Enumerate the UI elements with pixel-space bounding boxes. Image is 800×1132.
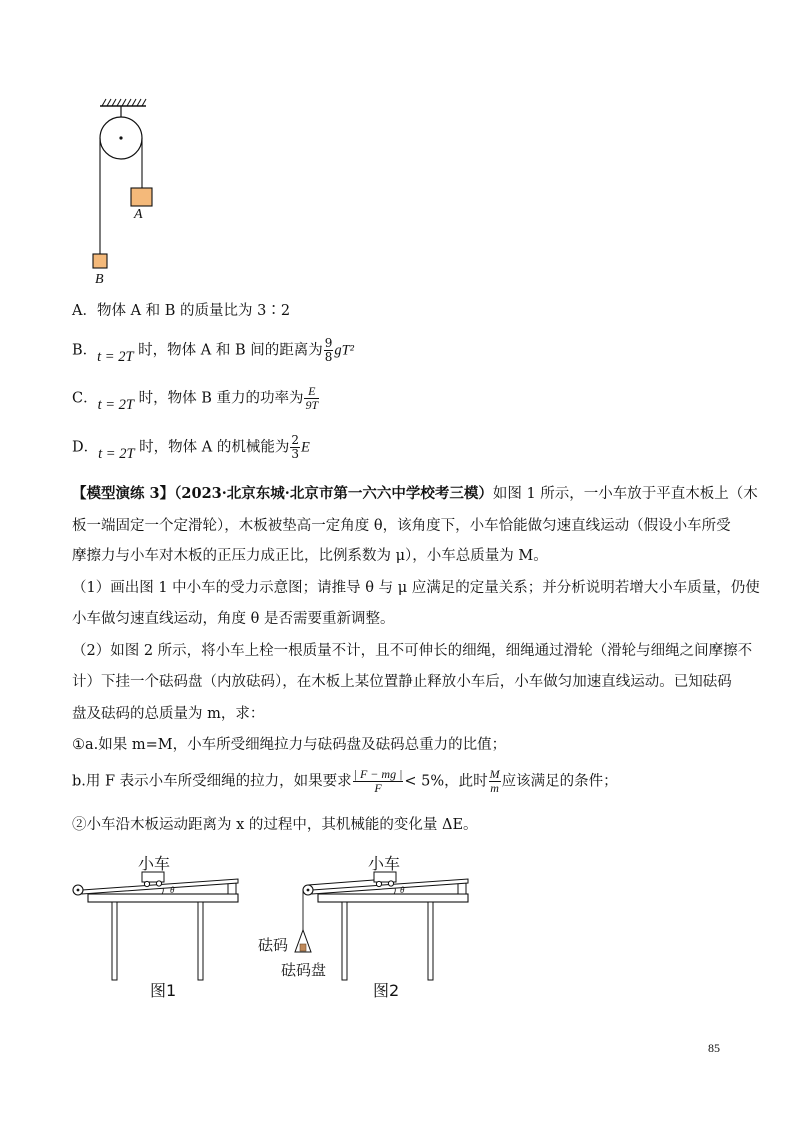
problem-heading: 【模型演练 3】（2023·北京东城·北京市第一六六中学校考三模） xyxy=(72,485,493,502)
question-2-line-1: （2）如图 2 所示，将小车上栓一根质量不计，且不可伸长的细绳，细绳通过滑轮（滑轮与细绳之间摩擦不 xyxy=(72,643,753,659)
weight-block xyxy=(300,944,306,951)
figure-2-angle-label: θ xyxy=(400,885,405,895)
figure-2-caption: 图2 xyxy=(373,981,400,1000)
table-leg-left xyxy=(342,902,347,980)
label-b: B xyxy=(95,272,104,287)
table-leg-left xyxy=(112,902,117,980)
label-a: A xyxy=(134,207,143,222)
figure-1-caption: 图1 xyxy=(150,981,177,1000)
question-1-line-1: （1）画出图 1 中小车的受力示意图；请推导 θ 与 μ 应满足的定量关系；并分析说明若增大小车质量，仍使 xyxy=(72,580,760,596)
table-leg-right xyxy=(198,902,203,980)
figure-2-weight-label: 砝码 xyxy=(258,936,289,954)
option-d: D．t = 2T 时，物体 A 的机械能为 $\frac{2}{3}$ E xyxy=(72,433,310,462)
pulley-diagram xyxy=(88,96,158,288)
page-number: 85 xyxy=(708,1041,720,1055)
string-horizontal xyxy=(308,880,374,885)
problem-line-1: 【模型演练 3】（2023·北京东城·北京市第一六六中学校考三模）如图 1 所示，一小车放于平直木板上（木 xyxy=(72,485,758,502)
block-b xyxy=(93,254,107,268)
question-2-line-2: 计）下挂一个砝码盘（内放砝码），在木板上某位置静止释放小车后，小车做匀加速直线运动。已知砝码 xyxy=(72,674,732,690)
table-leg-right xyxy=(428,902,433,980)
table-top xyxy=(88,894,238,902)
question-2a: ①a.如果 m=M，小车所受细绳拉力与砝码盘及砝码总重力的比值； xyxy=(72,737,507,753)
question-1-line-2: 小车做匀速直线运动，角度 θ 是否需要重新调整。 xyxy=(72,611,395,627)
table-top xyxy=(318,894,468,902)
option-c: C．t = 2T 时，物体 B 重力的功率为 $\frac{E}{9T}$ xyxy=(72,384,319,413)
figure-2-pan-label: 砝码盘 xyxy=(281,961,327,979)
figure-1-diagram xyxy=(66,860,246,985)
figure-1-angle-label: θ xyxy=(170,885,175,895)
problem-line-2: 板一端固定一个定滑轮），木板被垫高一定角度 θ，该角度下，小车恰能做匀速直线运动（假设小车所受 xyxy=(72,518,731,534)
figure-1-car-label: 小车 xyxy=(138,854,171,873)
block-a xyxy=(131,188,152,206)
question-2-line-3: 盘及砝码的总质量为 m，求： xyxy=(72,706,265,722)
option-a: A．物体 A 和 B 的质量比为 3∶2 xyxy=(72,303,291,319)
question-2c: ②小车沿木板运动距离为 x 的过程中，其机械能的变化量 ΔE。 xyxy=(72,817,478,833)
option-b: B．t = 2T 时，物体 A 和 B 间的距离为 $\frac{9}{8}$ gT² xyxy=(72,336,355,365)
question-2b: b.用 F 表示小车所受细绳的拉力，如果要求 $\frac{| F - mg |}{F}$ < 5%，此时 $\frac{M}{m}$ 应该满足的条件； xyxy=(72,767,618,795)
figure-2-car-label: 小车 xyxy=(368,854,401,873)
problem-line-3: 摩擦力与小车对木板的正压力成正比，比例系数为 μ），小车总质量为 M。 xyxy=(72,548,548,564)
ceiling-hatch xyxy=(102,99,146,106)
